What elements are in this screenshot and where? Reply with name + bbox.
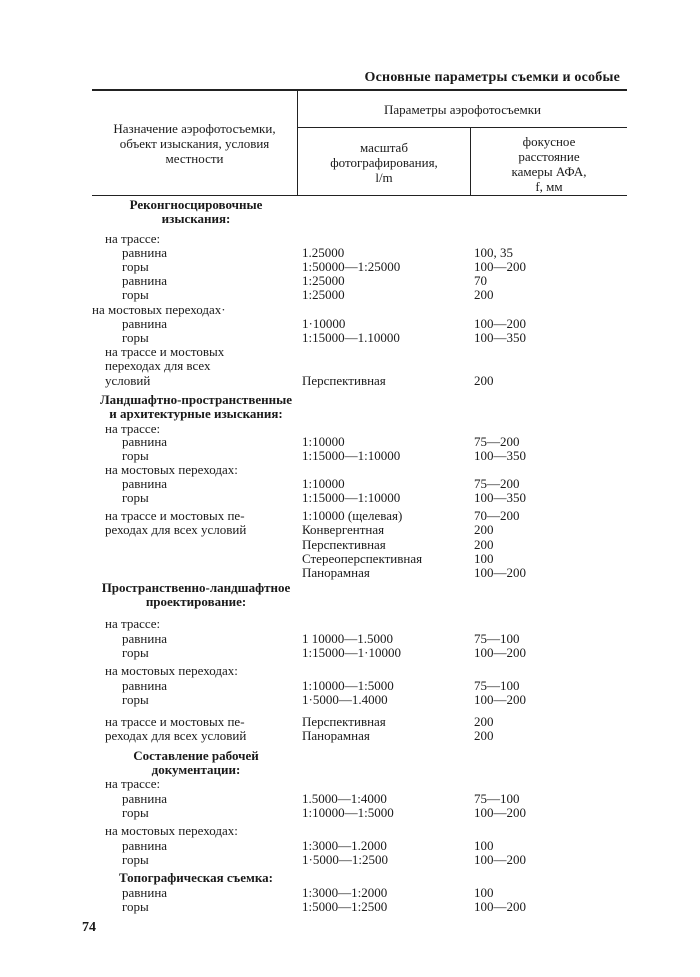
scale-cell: 1·5000—1.4000 bbox=[302, 692, 388, 707]
section-heading-row bbox=[0, 594, 700, 609]
table-row bbox=[0, 231, 700, 246]
row-label: на трассе и мостовых пе- bbox=[105, 508, 245, 523]
focal-cell: 100—200 bbox=[474, 645, 526, 660]
table-row bbox=[0, 490, 700, 505]
scale-column-header bbox=[298, 140, 470, 185]
table-row bbox=[0, 245, 700, 260]
focal-cell: 100—200 bbox=[474, 316, 526, 331]
section-heading-row bbox=[0, 392, 700, 407]
table-row bbox=[0, 791, 700, 806]
row-label: равнина bbox=[122, 273, 168, 288]
row-label: равнина bbox=[122, 885, 168, 900]
scale-cell: Панорамная bbox=[302, 565, 370, 580]
section-heading: Реконгносцировочные bbox=[129, 197, 263, 212]
section-heading-row bbox=[0, 748, 700, 763]
row-label: горы bbox=[122, 330, 149, 345]
table-row bbox=[0, 728, 700, 743]
scale-cell: 1:10000—1:5000 bbox=[302, 678, 394, 693]
row-label: на трассе: bbox=[105, 421, 161, 436]
focal-cell: 100—200 bbox=[474, 565, 526, 580]
scale-cell: 1:15000—1.10000 bbox=[302, 330, 400, 345]
table-row bbox=[0, 899, 700, 914]
section-heading: и архитектурные изыскания: bbox=[109, 406, 283, 421]
focal-cell: 200 bbox=[474, 522, 494, 537]
table-row bbox=[0, 663, 700, 678]
row-label: на мостовых переходах: bbox=[105, 663, 238, 678]
table-row bbox=[0, 287, 700, 302]
table-row bbox=[0, 885, 700, 900]
table-row bbox=[0, 823, 700, 838]
focal-cell: 100—350 bbox=[474, 448, 526, 463]
row-label: равнина bbox=[122, 631, 168, 646]
section-heading-row bbox=[0, 580, 700, 595]
table-row bbox=[0, 537, 700, 552]
scale-cell: 1:15000—1:10000 bbox=[302, 448, 401, 463]
scale-cell: 1:3000—1.2000 bbox=[302, 838, 387, 853]
header-line: фотографирования, bbox=[330, 155, 438, 170]
focal-cell: 70 bbox=[474, 273, 487, 288]
section-heading-row bbox=[0, 406, 700, 421]
header-bottom-rule bbox=[92, 195, 627, 196]
scale-cell: 1:15000—1:10000 bbox=[302, 490, 401, 505]
section-heading: Ландшафтно-пространственные bbox=[99, 392, 293, 407]
focal-cell: 200 bbox=[474, 287, 494, 302]
table-row bbox=[0, 476, 700, 491]
focal-cell: 75—100 bbox=[474, 678, 520, 693]
scale-cell: Панорамная bbox=[302, 728, 370, 743]
row-label: на мостовых переходах: bbox=[105, 823, 238, 838]
focal-cell: 100—200 bbox=[474, 899, 526, 914]
focal-cell: 100—350 bbox=[474, 490, 526, 505]
scale-cell: 1:10000 (щелевая) bbox=[302, 508, 403, 523]
params-divider-rule bbox=[297, 127, 627, 128]
row-label: горы bbox=[122, 259, 149, 274]
focal-cell: 100, 35 bbox=[474, 245, 513, 260]
table-top-rule bbox=[92, 89, 627, 91]
row-label: равнина bbox=[122, 434, 168, 449]
section-heading-row bbox=[0, 762, 700, 777]
table-row bbox=[0, 259, 700, 274]
table-row bbox=[0, 645, 700, 660]
table-row bbox=[0, 838, 700, 853]
scale-cell: Перспективная bbox=[302, 373, 386, 388]
scale-cell: 1 10000—1.5000 bbox=[302, 631, 393, 646]
table-row bbox=[0, 508, 700, 523]
table-row bbox=[0, 565, 700, 580]
scale-cell: 1:15000—1·10000 bbox=[302, 645, 401, 660]
scale-cell: Перспективная bbox=[302, 537, 386, 552]
table-row bbox=[0, 358, 700, 373]
table-row bbox=[0, 692, 700, 707]
table-row bbox=[0, 714, 700, 729]
section-heading: изыскания: bbox=[161, 211, 231, 226]
row-label: горы bbox=[122, 645, 149, 660]
table-row bbox=[0, 373, 700, 388]
focal-cell: 100—200 bbox=[474, 805, 526, 820]
scale-cell: 1:3000—1:2000 bbox=[302, 885, 388, 900]
table-row bbox=[0, 631, 700, 646]
table-row bbox=[0, 852, 700, 867]
row-label: переходах для всех bbox=[105, 358, 211, 373]
row-label: на трассе и мостовых bbox=[105, 344, 225, 359]
row-label: на трассе: bbox=[105, 616, 161, 631]
row-label: реходах для всех условий bbox=[105, 522, 247, 537]
scale-cell: 1.5000—1:4000 bbox=[302, 791, 387, 806]
table-row bbox=[0, 522, 700, 537]
row-label: горы bbox=[122, 287, 149, 302]
row-label: равнина bbox=[122, 245, 168, 260]
row-label: горы bbox=[122, 692, 149, 707]
focal-cell: 100 bbox=[474, 838, 494, 853]
row-label: горы bbox=[122, 805, 149, 820]
scale-cell: 1:50000—1:25000 bbox=[302, 259, 401, 274]
table-row bbox=[0, 344, 700, 359]
scale-cell: 1:10000 bbox=[302, 434, 345, 449]
row-label: на мостовых переходах: bbox=[105, 462, 238, 477]
header-line: масштаб bbox=[360, 140, 408, 155]
purpose-column-header bbox=[92, 121, 297, 166]
section-heading: проектирование: bbox=[145, 594, 247, 609]
header-line: фокусное bbox=[522, 134, 576, 149]
table-row bbox=[0, 448, 700, 463]
focal-cell: 100—200 bbox=[474, 852, 526, 867]
table-row bbox=[0, 273, 700, 288]
table-row bbox=[0, 434, 700, 449]
table-row bbox=[0, 776, 700, 791]
row-label: равнина bbox=[122, 791, 168, 806]
focal-cell: 100—350 bbox=[474, 330, 526, 345]
section-heading: Топографическая съемка: bbox=[119, 870, 273, 885]
page-header: Основные параметры съемки и особые bbox=[364, 70, 620, 85]
section-heading: Пространственно-ландшафтное bbox=[101, 580, 291, 595]
scale-cell: Стереоперспективная bbox=[302, 551, 423, 566]
focal-cell: 100—200 bbox=[474, 692, 526, 707]
focal-cell: 200 bbox=[474, 537, 494, 552]
params-column-header: Параметры аэрофотосъемки bbox=[384, 102, 541, 117]
focal-cell: 200 bbox=[474, 373, 494, 388]
row-label: горы bbox=[122, 448, 149, 463]
focal-cell: 75—200 bbox=[474, 476, 520, 491]
row-label: горы bbox=[122, 899, 149, 914]
section-heading-row bbox=[0, 197, 700, 212]
focal-cell: 100 bbox=[474, 885, 494, 900]
scale-cell: 1:10000—1:5000 bbox=[302, 805, 394, 820]
scale-cell: 1:25000 bbox=[302, 287, 345, 302]
header-line: l/m bbox=[375, 170, 393, 185]
focal-cell: 75—100 bbox=[474, 791, 520, 806]
row-label: равнина bbox=[122, 678, 168, 693]
header-line: местности bbox=[165, 151, 224, 166]
focal-cell: 75—200 bbox=[474, 434, 520, 449]
table-row bbox=[0, 805, 700, 820]
row-label: горы bbox=[122, 490, 149, 505]
focal-cell: 200 bbox=[474, 728, 494, 743]
table-row bbox=[0, 678, 700, 693]
header-line: расстояние bbox=[518, 149, 580, 164]
row-label: условий bbox=[105, 373, 151, 388]
focal-cell: 75—100 bbox=[474, 631, 520, 646]
table-row bbox=[0, 551, 700, 566]
row-label: равнина bbox=[122, 476, 168, 491]
section-heading-row bbox=[0, 211, 700, 226]
scale-cell: 1.25000 bbox=[302, 245, 345, 260]
header-line: f, мм bbox=[535, 179, 563, 194]
focal-cell: 100 bbox=[474, 551, 494, 566]
section-heading: документации: bbox=[151, 762, 241, 777]
row-label: на трассе и мостовых пе- bbox=[105, 714, 245, 729]
page-number: 74 bbox=[82, 920, 96, 935]
table-row bbox=[0, 616, 700, 631]
row-label: на трассе: bbox=[105, 231, 161, 246]
scale-cell: 1·10000 bbox=[302, 316, 346, 331]
scale-cell: 1:5000—1:2500 bbox=[302, 899, 388, 914]
section-heading: Составление рабочей bbox=[133, 748, 259, 763]
row-label: на трассе: bbox=[105, 776, 161, 791]
row-label: реходах для всех условий bbox=[105, 728, 247, 743]
table-row bbox=[0, 462, 700, 477]
row-label: равнина bbox=[122, 838, 168, 853]
row-label: на мостовых переходах· bbox=[92, 302, 226, 317]
focal-column-header bbox=[471, 134, 627, 194]
table-row bbox=[0, 330, 700, 345]
row-label: равнина bbox=[122, 316, 168, 331]
header-line: камеры АФА, bbox=[511, 164, 587, 179]
focal-cell: 200 bbox=[474, 714, 494, 729]
scale-cell: 1:25000 bbox=[302, 273, 345, 288]
scale-cell: 1:10000 bbox=[302, 476, 345, 491]
scale-cell: Перспективная bbox=[302, 714, 386, 729]
scale-cell: Конвергентная bbox=[302, 522, 385, 537]
section-heading-row bbox=[0, 870, 700, 885]
table-row bbox=[0, 316, 700, 331]
header-line: Назначение аэрофотосъемки, bbox=[113, 121, 276, 136]
header-line: объект изыскания, условия bbox=[119, 136, 270, 151]
scale-cell: 1·5000—1:2500 bbox=[302, 852, 388, 867]
focal-cell: 100—200 bbox=[474, 259, 526, 274]
row-label: горы bbox=[122, 852, 149, 867]
focal-cell: 70—200 bbox=[474, 508, 520, 523]
table-row bbox=[0, 302, 700, 317]
